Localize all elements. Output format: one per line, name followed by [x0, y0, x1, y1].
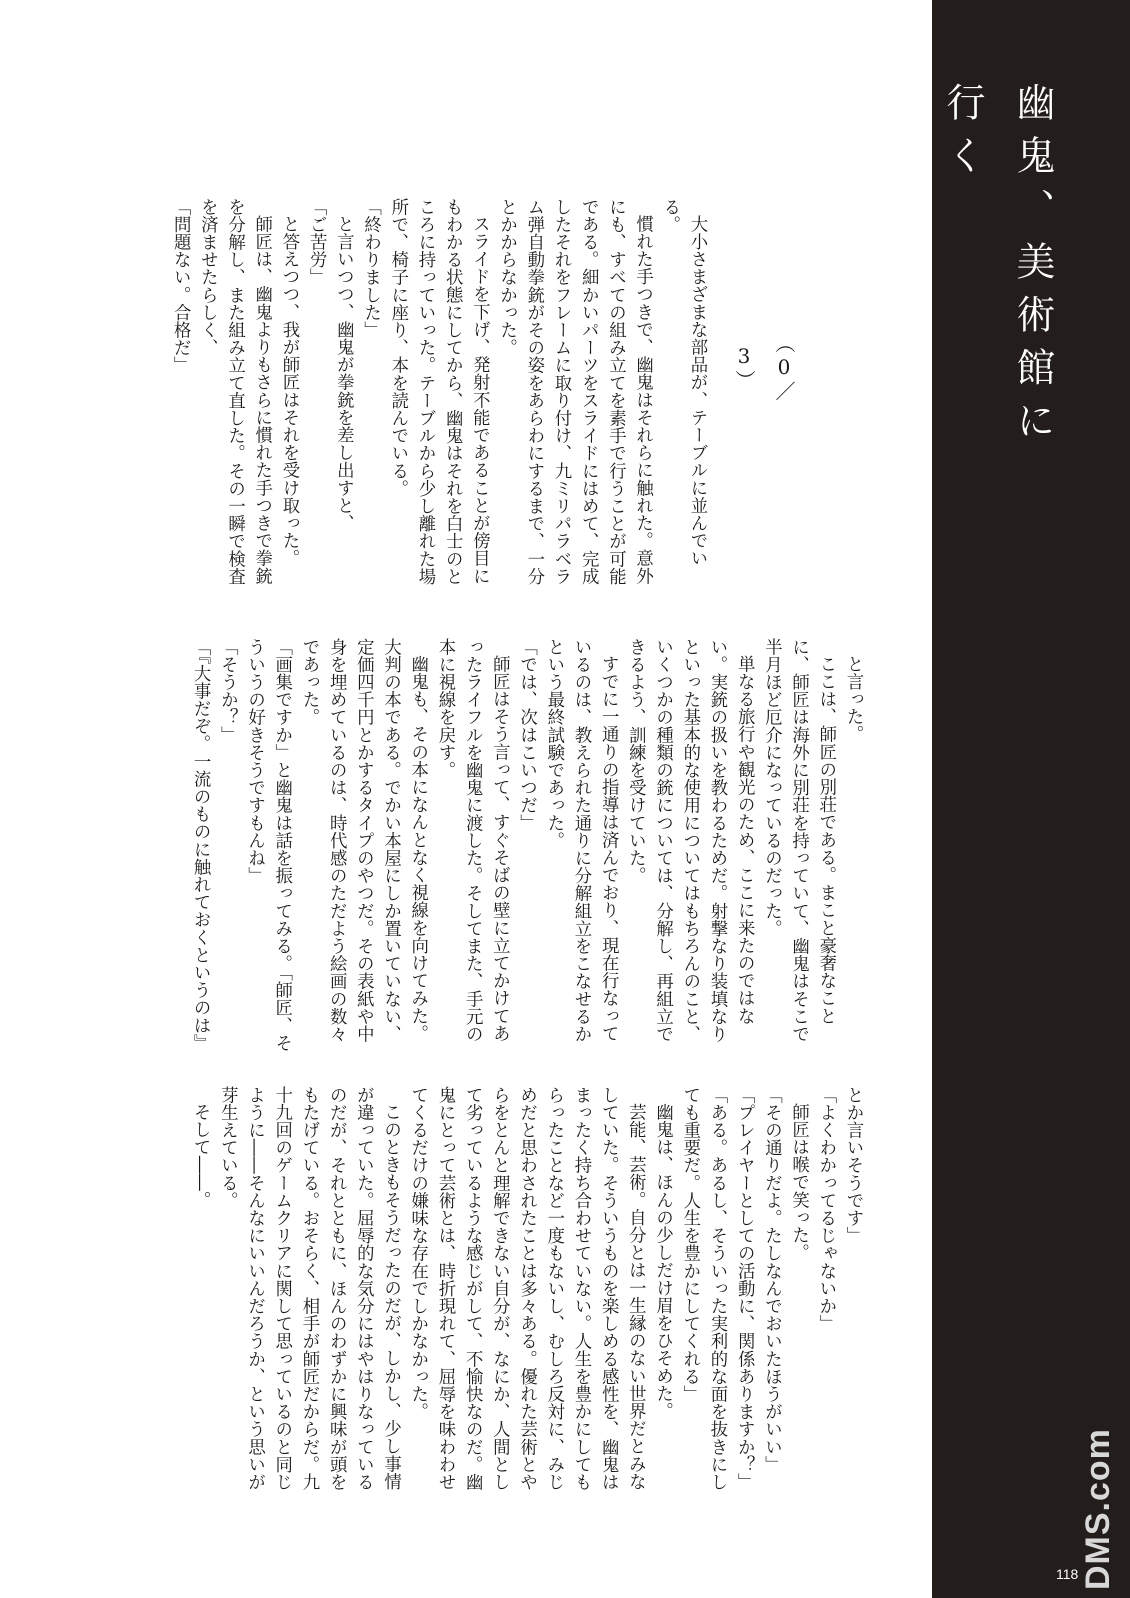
paragraph: 単なる旅行や観光のため、ここに来たのではない。実銃の扱いを教わるためだ。射撃なり装填なりといった基本的な使用についてはもちろんのこと、いくつかの種類の銃については、分解し、再組立できるよう、訓練を受けていた。 — [625, 638, 755, 1043]
paragraph: 「その通りだよ。たしなんでおいたほうがいい」 — [761, 1086, 782, 1474]
paragraph: 「よくわかってるじゃないか」 — [815, 1086, 836, 1333]
text-block-bottom — [128, 1086, 866, 1506]
paragraph: と言った。 — [843, 655, 863, 744]
page-number: 118 — [1056, 1566, 1079, 1582]
paragraph: 「では、次はこいつだ」 — [516, 638, 537, 832]
paragraph: 「問題ない。合格だ」 — [170, 198, 191, 374]
paragraph: 「画集ですか」と幽鬼は話を振ってみる。「師匠、そういうの好きそうですもんね」 — [244, 638, 292, 1052]
site-logo-text: DMS.com — [1079, 1428, 1117, 1590]
paragraph: スライドを下げ、発射不能であることが傍目にもわかる状態にしてから、幽鬼はそれを白士のところに持っていった。テーブルから少し離れた場所で、椅子に座り、本を読んでいる。 — [387, 198, 490, 586]
paragraph: 「『大事だぞ。一流のものに触れておくというのは』 — [190, 638, 211, 1052]
paragraph: すでに一通りの指導は済んでおり、現在行なっているのは、教えられた通りに分解組立をこなせるかという最終試験であった。 — [543, 638, 619, 1043]
text-block-middle — [128, 638, 866, 1058]
paragraph: ここは、師匠の別荘である。まこと豪奢なことに、師匠は海外に別荘を持っていて、幽鬼はそこで半月ほど厄介になっているのだった。 — [761, 638, 836, 1043]
paragraph: 師匠はそう言って、すぐそばの壁に立てかけてあったライフルを幽鬼に渡した。そしてまた、手元の本に視線を戻す。 — [434, 638, 510, 1043]
paragraph: 慣れた手つきで、幽鬼はそれらに触れた。意外にも、すべての組み立てを素手で行うことが可能である。細かいパーツをスライドにはめて、完成したそれをフレームに取り付け、九ミリパラベラム弾自動拳銃がその姿をあらわにするまで、一分とかからなかった。 — [496, 198, 653, 586]
paragraph: 「ある。あるし、そういった実利的な面を抜きにしても重要だ。人生を豊かにしてくれる」 — [679, 1086, 727, 1491]
paragraph: このときもそうだったのだが、しかし、少し事情が違っていた。屈辱的な気分にはやはりなっているのだが、それとともに、ほんのわずかに興味が頭をもたげている。おそらく、相手が師匠だからだ。九十九回のゲームクリアに関して思っているのと同じように――そんなにいいんだろうか、という思いが芽生えている。 — [217, 1086, 401, 1491]
paragraph: 「終わりました」 — [360, 198, 381, 339]
paragraph: とか言いそうです」 — [843, 1086, 863, 1245]
paragraph: そして――。 — [190, 1103, 211, 1209]
paragraph: 「プレイヤーとしての活動に、関係ありますか？」 — [734, 1086, 755, 1491]
paragraph: 幽鬼は、ほんの少しだけ眉をひそめた。 — [652, 1103, 673, 1421]
section-marker: （0／3） — [732, 333, 796, 403]
paragraph: 「ご苦労」 — [306, 198, 327, 286]
paragraph: 師匠は、幽鬼よりもさらに慣れた手つきで拳銃を分解し、また組み立て直した。その一瞬で検査を済ませたらしく、 — [197, 198, 272, 586]
paragraph: と言いつつ、幽鬼が拳銃を差し出すと、 — [333, 215, 354, 533]
paragraph: 「そうか？」 — [217, 638, 238, 744]
paragraph: と答えつつ、我が師匠はそれを受け取った。 — [278, 215, 299, 568]
chapter-title: 幽鬼、美術館に行く — [940, 82, 1055, 453]
paragraph: 芸能、芸術。自分とは一生縁のない世界だとみなしていた。そういうものを楽しめる感性を、幽鬼はまったく持ち合わせていない。人生を豊かにしてもらったことなど一度もないし、むしろ反対に、みじめだと思わされたことは多々ある。優れた芸術とやらをとんと理解できない自分が、なにか、人間として劣っているような感じがして、不愉快なのだ。幽鬼にとって芸術とは、時折現れて、屈辱を味わわせてくるだけの嫌味な存在でしかなかった。 — [407, 1086, 646, 1491]
paragraph: 大小さまざまな部品が、テーブルに並んでいる。 — [659, 198, 707, 568]
text-block-top — [128, 198, 710, 598]
paragraph: 師匠は喉で笑った。 — [788, 1103, 809, 1262]
paragraph: 幽鬼も、その本になんとなく視線を向けてみた。大判の本である。でかい本屋にしか置いていない、定価四千円とかするタイプのやつだ。その表紙や中身を埋めているのは、時代感のただよう絵画の数々であった。 — [298, 638, 428, 1043]
